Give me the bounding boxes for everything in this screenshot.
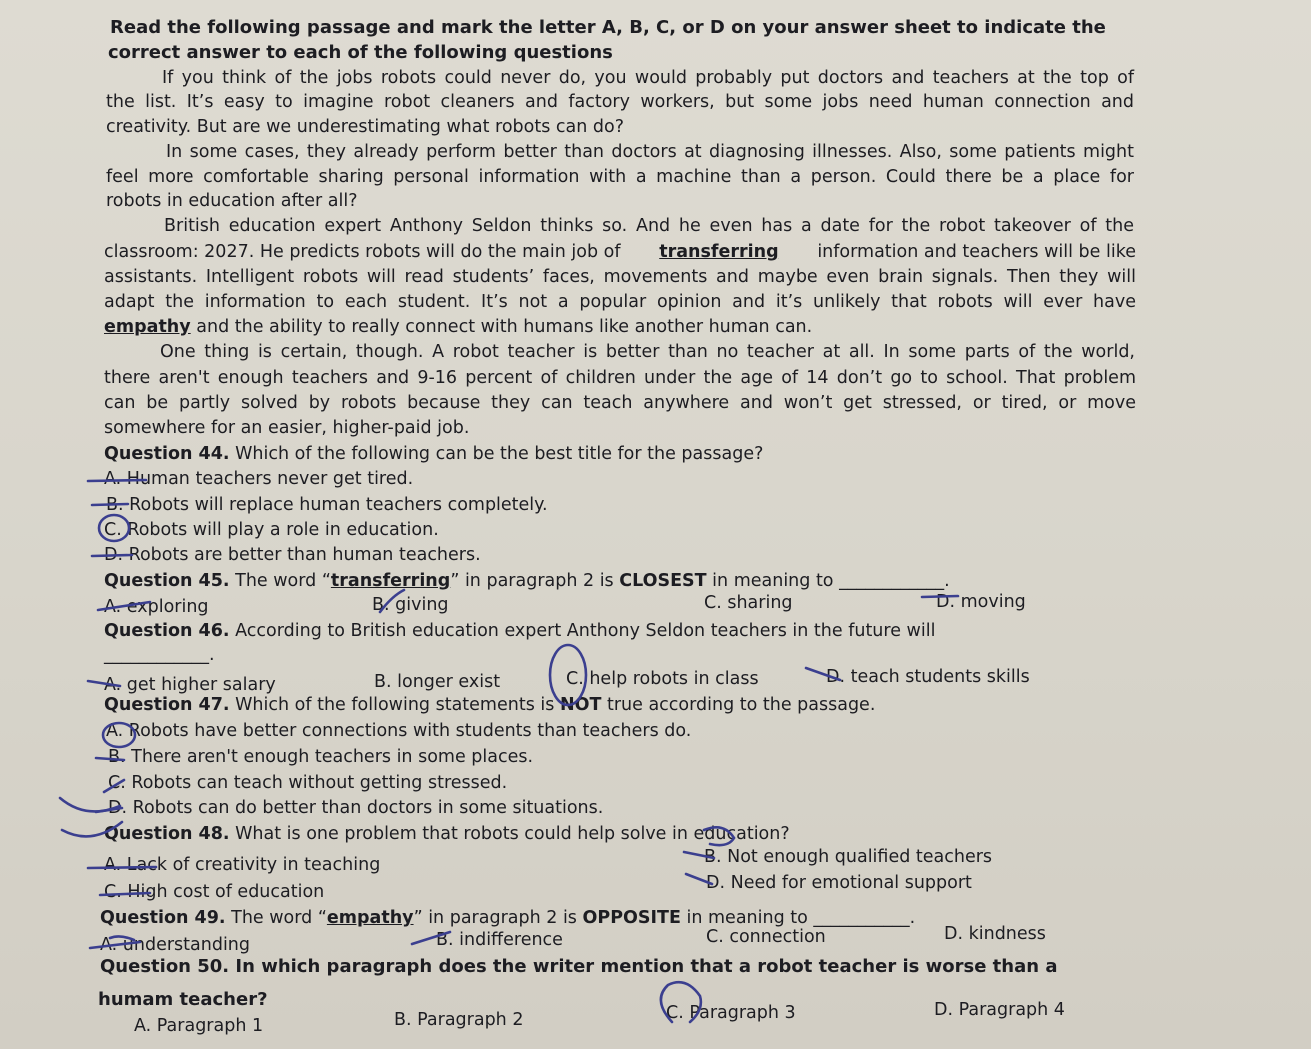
question-45-text-mid: ” in paragraph 2 is [450, 571, 620, 591]
question-45-option-d[interactable]: D. moving [936, 592, 1026, 612]
question-45-option-b[interactable]: B. giving [372, 595, 449, 615]
passage-p2-line-1: In some cases, they already perform better than doctors at diagnosing illnesses. Also, some patients might [166, 142, 1134, 162]
question-46-blank: ____________. [104, 645, 215, 665]
passage-p1-line-2: the list. It’s easy to imagine robot cleaners and factory workers, but some jobs need human connection and [106, 92, 1134, 112]
question-46-stem [104, 619, 935, 643]
question-44-stem [104, 442, 763, 466]
passage-p3-line-2-start: classroom: 2027. He predicts robots will do the main job of [104, 242, 621, 262]
question-49-option-b[interactable]: B. indifference [436, 930, 563, 950]
question-50-stem-line-1: Question 50. In which paragraph does the writer mention that a robot teacher is worse than a [100, 956, 1058, 977]
question-50-stem-line-2: humam teacher? [98, 989, 268, 1010]
question-48-stem [104, 822, 790, 846]
question-50-option-a[interactable]: A. Paragraph 1 [134, 1016, 264, 1036]
question-47-text-pre: Which of the following statements is [229, 695, 560, 715]
question-48-option-c[interactable]: C. High cost of education [104, 882, 325, 902]
question-46-text: According to British education expert Anthony Seldon teachers in the future will [229, 621, 936, 641]
passage-p4-line-4: somewhere for an easier, higher-paid job. [104, 418, 470, 438]
question-47-emphasis: NOT [559, 695, 602, 715]
passage-p3-line-1: British education expert Anthony Seldon thinks so. And he even has a date for the robot takeover of the [164, 216, 1134, 236]
question-50-option-b[interactable]: B. Paragraph 2 [394, 1010, 524, 1030]
question-45-option-a[interactable]: A. exploring [104, 597, 209, 617]
question-46-option-c[interactable]: C. help robots in class [566, 669, 759, 689]
question-49-option-d[interactable]: D. kindness [944, 924, 1046, 944]
passage-p2-line-3: robots in education after all? [106, 191, 358, 211]
passage-p3-line-5-rest: and the ability to really connect with humans like another human can. [196, 317, 813, 337]
keyword-transferring: transferring [659, 242, 779, 262]
instructions-line-1: Read the following passage and mark the letter A, B, C, or D on your answer sheet to indicate the [110, 17, 1106, 38]
question-44-option-b[interactable]: B. Robots will replace human teachers completely. [106, 495, 548, 515]
question-44-option-c[interactable]: C. Robots will play a role in education. [104, 520, 439, 540]
question-48-option-a[interactable]: A. Lack of creativity in teaching [104, 855, 381, 875]
passage-p3-line-3: assistants. Intelligent robots will read students’ faces, movements and maybe even brain signals. Then they will [104, 267, 1136, 287]
keyword-empathy: empathy [104, 317, 191, 337]
passage-p1-line-3: creativity. But are we underestimating what robots can do? [106, 117, 625, 137]
question-49-keyword: empathy [326, 908, 414, 928]
question-46-option-b[interactable]: B. longer exist [374, 672, 501, 692]
passage-p3-line-2 [104, 240, 1136, 264]
question-49-option-a[interactable]: A. understanding [100, 935, 251, 955]
question-49-text-post: in meaning to ___________. [680, 908, 916, 928]
question-45-label: Question 45. [104, 571, 230, 591]
question-44-option-d[interactable]: D. Robots are better than human teachers. [104, 545, 481, 565]
instructions-line-2: correct answer to each of the following questions [108, 42, 613, 63]
question-47-option-b[interactable]: B. There aren't enough teachers in some places. [108, 747, 534, 767]
question-48-option-d[interactable]: D. Need for emotional support [706, 873, 972, 893]
question-49-option-c[interactable]: C. connection [706, 927, 826, 947]
question-45-emphasis: CLOSEST [619, 571, 707, 591]
question-46-option-d[interactable]: D. teach students skills [826, 667, 1030, 687]
passage-p3-line-5 [104, 315, 812, 339]
question-49-emphasis: OPPOSITE [582, 908, 681, 928]
question-47-stem [104, 693, 875, 717]
passage-p4-line-2: there aren't enough teachers and 9-16 percent of children under the age of 14 don’t go to school. That problem [104, 368, 1136, 388]
question-47-text-post: true according to the passage. [601, 695, 876, 715]
question-49-text-mid: ” in paragraph 2 is [413, 908, 583, 928]
question-48-text: What is one problem that robots could help solve in education? [229, 824, 790, 844]
passage-p3-line-2-end: information and teachers will be like [817, 242, 1136, 262]
question-45-keyword: transferring [330, 571, 451, 591]
question-46-option-a[interactable]: A. get higher salary [104, 675, 276, 695]
passage-p1-line-1: If you think of the jobs robots could never do, you would probably put doctors and teachers at the top of [162, 68, 1134, 88]
passage-p4-line-1: One thing is certain, though. A robot teacher is better than no teacher at all. In some parts of the world, [160, 342, 1135, 362]
passage-p3-line-4: adapt the information to each student. It’s not a popular opinion and it’s unlikely that robots will ever have [104, 292, 1136, 312]
question-49-label: Question 49. [100, 908, 226, 928]
passage-p2-line-2: feel more comfortable sharing personal information with a machine than a person. Could there be a place for [106, 167, 1134, 187]
passage-p4-line-3: can be partly solved by robots because they can teach anywhere and won’t get stressed, or tired, or move [104, 393, 1136, 413]
question-45-stem [104, 569, 950, 593]
question-46-label: Question 46. [104, 621, 230, 641]
question-47-option-c[interactable]: C. Robots can teach without getting stressed. [108, 773, 508, 793]
question-45-option-c[interactable]: C. sharing [704, 593, 793, 613]
question-45-text-pre: The word “ [229, 571, 331, 591]
question-47-label: Question 47. [104, 695, 230, 715]
question-47-option-d[interactable]: D. Robots can do better than doctors in some situations. [108, 798, 604, 818]
question-44-label: Question 44. [104, 444, 230, 464]
question-47-option-a[interactable]: A. Robots have better connections with students than teachers do. [106, 721, 692, 741]
question-50-option-d[interactable]: D. Paragraph 4 [934, 1000, 1065, 1020]
question-48-label: Question 48. [104, 824, 230, 844]
question-50-option-c[interactable]: C. Paragraph 3 [666, 1003, 796, 1023]
question-45-text-post: in meaning to ____________. [706, 571, 950, 591]
question-44-text: Which of the following can be the best title for the passage? [229, 444, 764, 464]
question-49-text-pre: The word “ [225, 908, 327, 928]
question-44-option-a[interactable]: A. Human teachers never get tired. [104, 469, 414, 489]
question-48-option-b[interactable]: B. Not enough qualified teachers [704, 847, 993, 867]
